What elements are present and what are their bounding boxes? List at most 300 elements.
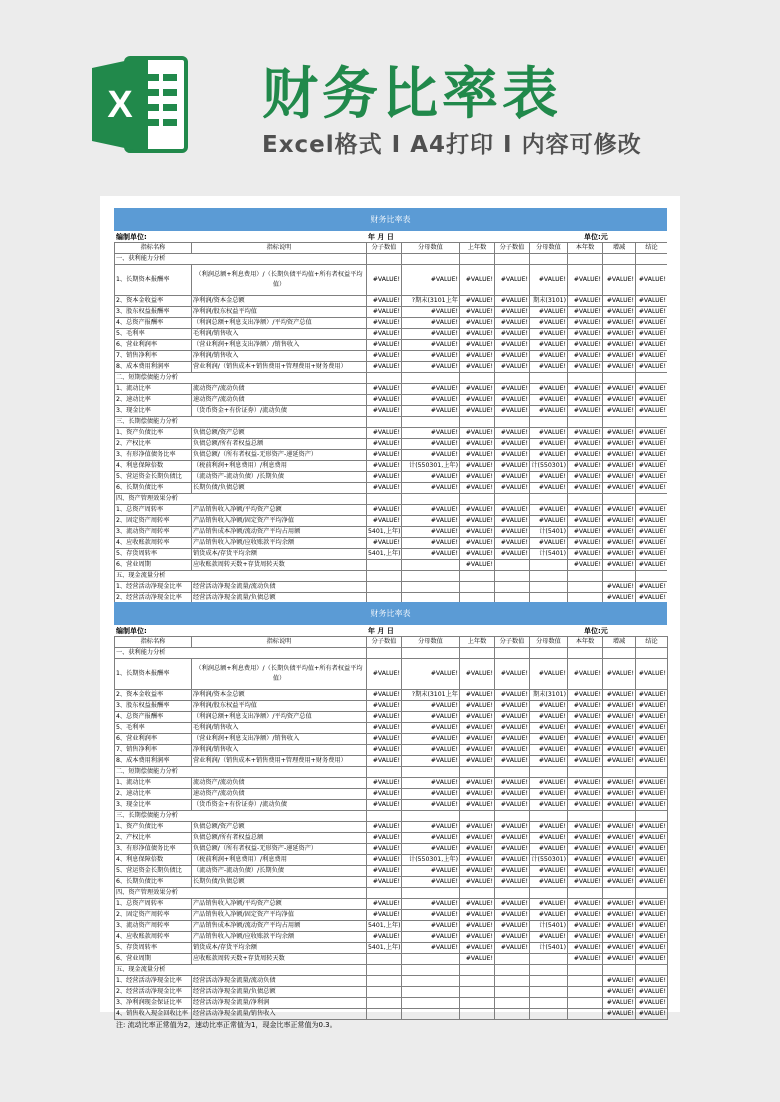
value-cell: #VALUE! <box>495 351 530 362</box>
value-cell: #VALUE! <box>568 866 603 877</box>
value-cell: #VALUE! <box>495 833 530 844</box>
value-cell: #VALUE! <box>367 844 402 855</box>
value-cell: #VALUE! <box>460 351 495 362</box>
value-cell: #VALUE! <box>603 954 636 965</box>
value-cell: #VALUE! <box>530 778 568 789</box>
value-cell: #VALUE! <box>603 866 636 877</box>
value-cell: #VALUE! <box>636 461 668 472</box>
value-cell: #VALUE! <box>603 998 636 1009</box>
footnote: 注: 流动比率正常值为2，速动比率正常值为1，现金比率正常值为0.3。 <box>116 1021 337 1029</box>
table-row <box>115 701 668 712</box>
value-cell: #VALUE! <box>603 362 636 373</box>
value-cell: #VALUE! <box>530 538 568 549</box>
value-cell: #VALUE! <box>367 712 402 723</box>
value-cell: #VALUE! <box>603 307 636 318</box>
value-cell: #VALUE! <box>495 932 530 943</box>
value-cell: #VALUE! <box>636 800 668 811</box>
empty-cell <box>402 888 460 899</box>
metric-name: 1、长期资本报酬率 <box>115 659 192 690</box>
value-cell: #VALUE! <box>568 943 603 954</box>
metric-name: 7、销售净利率 <box>115 351 192 362</box>
metric-description: （利润总额+利息支出净额）/平均资产总值 <box>192 712 367 723</box>
column-header: 分母数值 <box>530 243 568 254</box>
value-cell: #VALUE! <box>603 395 636 406</box>
metric-description: 负债总额/所有者权益总额 <box>192 439 367 450</box>
value-cell: #VALUE! <box>402 745 460 756</box>
metric-description: 净利润/销售收入 <box>192 745 367 756</box>
value-cell: #VALUE! <box>367 307 402 318</box>
value-cell: #VALUE! <box>495 921 530 932</box>
value-cell: #VALUE! <box>603 789 636 800</box>
empty-cell <box>636 965 668 976</box>
table-row <box>115 745 668 756</box>
empty-cell <box>603 965 636 976</box>
metric-description: 产品销售成本净额/流动资产平均占用额 <box>192 527 367 538</box>
table-row <box>115 549 668 560</box>
section-row <box>115 965 668 976</box>
value-cell: 5401,上年) <box>367 527 402 538</box>
value-cell: #VALUE! <box>402 406 460 417</box>
value-cell: #VALUE! <box>495 450 530 461</box>
metric-description: 负债总额/资产总额 <box>192 822 367 833</box>
value-cell <box>568 976 603 987</box>
table-row <box>115 954 668 965</box>
section-row <box>115 417 668 428</box>
value-cell: #VALUE! <box>568 439 603 450</box>
value-cell: #VALUE! <box>636 593 668 603</box>
section-row <box>115 254 668 265</box>
value-cell: #VALUE! <box>495 395 530 406</box>
value-cell: #VALUE! <box>603 734 636 745</box>
value-cell: #VALUE! <box>568 745 603 756</box>
value-cell <box>568 582 603 593</box>
svg-text:X: X <box>107 84 133 126</box>
metric-description: （利润总额+利息支出净额）/平均资产总值 <box>192 318 367 329</box>
value-cell: #VALUE! <box>367 734 402 745</box>
value-cell: #VALUE! <box>568 910 603 921</box>
metric-description: （流动资产-流动负债）/长期负债 <box>192 866 367 877</box>
metric-name: 2、资本金收益率 <box>115 296 192 307</box>
table-row <box>115 855 668 866</box>
value-cell: #VALUE! <box>460 943 495 954</box>
value-cell: #VALUE! <box>636 351 668 362</box>
value-cell: #VALUE! <box>603 549 636 560</box>
value-cell: #VALUE! <box>495 844 530 855</box>
value-cell: #VALUE! <box>603 723 636 734</box>
empty-cell <box>530 767 568 778</box>
value-cell: #VALUE! <box>636 659 668 690</box>
value-cell: #VALUE! <box>568 340 603 351</box>
metric-description: （货币资金+有价证券）/流动负债 <box>192 406 367 417</box>
value-cell: #VALUE! <box>460 362 495 373</box>
value-cell: #VALUE! <box>367 756 402 767</box>
value-cell: #VALUE! <box>402 483 460 494</box>
value-cell: #VALUE! <box>636 265 668 296</box>
value-cell: #VALUE! <box>367 538 402 549</box>
value-cell: #VALUE! <box>530 712 568 723</box>
value-cell: #VALUE! <box>402 800 460 811</box>
empty-cell <box>603 254 636 265</box>
value-cell: #VALUE! <box>367 899 402 910</box>
value-cell: #VALUE! <box>460 899 495 910</box>
metric-description: 毛利润/销售收入 <box>192 329 367 340</box>
table-row <box>115 921 668 932</box>
empty-cell <box>636 648 668 659</box>
empty-cell <box>603 811 636 822</box>
value-cell: #VALUE! <box>367 690 402 701</box>
value-cell: #VALUE! <box>636 582 668 593</box>
value-cell: #VALUE! <box>636 976 668 987</box>
value-cell: #VALUE! <box>460 265 495 296</box>
value-cell: 5401,上年) <box>367 943 402 954</box>
empty-cell <box>568 254 603 265</box>
metric-description: 净利润/资本金总额 <box>192 296 367 307</box>
value-cell: #VALUE! <box>460 406 495 417</box>
value-cell: #VALUE! <box>402 450 460 461</box>
metric-name: 6、长期负债比率 <box>115 877 192 888</box>
value-cell: #VALUE! <box>530 833 568 844</box>
value-cell: #VALUE! <box>460 822 495 833</box>
metric-name: 1、资产负债比率 <box>115 428 192 439</box>
value-cell: #VALUE! <box>367 789 402 800</box>
value-cell: #VALUE! <box>636 450 668 461</box>
value-cell: #VALUE! <box>530 866 568 877</box>
table-row <box>115 833 668 844</box>
value-cell: #VALUE! <box>603 932 636 943</box>
column-header: 指标名称 <box>115 243 192 254</box>
value-cell: #VALUE! <box>603 450 636 461</box>
empty-cell <box>495 811 530 822</box>
value-cell: #VALUE! <box>568 778 603 789</box>
unit-label: 编制单位: <box>116 233 147 241</box>
value-cell: #VALUE! <box>530 822 568 833</box>
value-cell: #VALUE! <box>568 712 603 723</box>
value-cell: #VALUE! <box>603 855 636 866</box>
value-cell: #VALUE! <box>495 800 530 811</box>
column-header: 结论 <box>636 243 668 254</box>
table-row <box>115 384 668 395</box>
empty-cell <box>636 571 668 582</box>
value-cell: #VALUE! <box>603 527 636 538</box>
value-cell: #VALUE! <box>402 833 460 844</box>
value-cell: #VALUE! <box>636 789 668 800</box>
table-row <box>115 734 668 745</box>
value-cell: #VALUE! <box>402 505 460 516</box>
value-cell: #VALUE! <box>568 307 603 318</box>
value-cell: #VALUE! <box>460 307 495 318</box>
empty-cell <box>636 888 668 899</box>
value-cell: #VALUE! <box>636 505 668 516</box>
value-cell: #VALUE! <box>603 877 636 888</box>
value-cell: #VALUE! <box>636 406 668 417</box>
value-cell: #VALUE! <box>603 483 636 494</box>
value-cell: #VALUE! <box>460 549 495 560</box>
value-cell: #VALUE! <box>495 910 530 921</box>
empty-cell <box>402 417 460 428</box>
date-label: 年 月 日 <box>368 233 394 241</box>
value-cell: #VALUE! <box>530 877 568 888</box>
value-cell <box>495 954 530 965</box>
empty-cell <box>402 373 460 384</box>
table-row <box>115 395 668 406</box>
empty-cell <box>367 254 402 265</box>
table-row <box>115 943 668 954</box>
value-cell: #VALUE! <box>495 723 530 734</box>
value-cell: #VALUE! <box>402 265 460 296</box>
value-cell: #VALUE! <box>367 701 402 712</box>
metric-name: 2、产权比率 <box>115 439 192 450</box>
metric-name: 1、流动比率 <box>115 778 192 789</box>
value-cell: #VALUE! <box>460 505 495 516</box>
section-row <box>115 373 668 384</box>
value-cell: #VALUE! <box>460 866 495 877</box>
value-cell: #VALUE! <box>367 472 402 483</box>
empty-cell <box>460 811 495 822</box>
value-cell: #VALUE! <box>367 822 402 833</box>
metric-description: （利润总额+利息费用）/（长期负债平均值+所有者权益平均值） <box>192 265 367 296</box>
currency-label: 单位:元 <box>584 233 608 241</box>
metric-name: 5、营运资金长期负债比 <box>115 866 192 877</box>
value-cell: #VALUE! <box>568 690 603 701</box>
metric-name: 6、营业利润率 <box>115 340 192 351</box>
value-cell: #VALUE! <box>367 318 402 329</box>
value-cell: #VALUE! <box>402 778 460 789</box>
value-cell: #VALUE! <box>460 329 495 340</box>
metric-description: （税前利润+利息费用）/利息费用 <box>192 461 367 472</box>
metric-name: 1、经营活动净现金比率 <box>115 976 192 987</box>
value-cell <box>568 998 603 1009</box>
table-row <box>115 340 668 351</box>
value-cell: #VALUE! <box>367 340 402 351</box>
value-cell: #VALUE! <box>367 505 402 516</box>
value-cell: #VALUE! <box>530 395 568 406</box>
value-cell: #VALUE! <box>460 833 495 844</box>
metric-name: 3、流动资产周转率 <box>115 527 192 538</box>
metric-name: 2、固定资产周转率 <box>115 516 192 527</box>
empty-cell <box>402 767 460 778</box>
metric-name: 8、成本费用利润率 <box>115 362 192 373</box>
value-cell: 计(550301,上年) <box>402 855 460 866</box>
empty-cell <box>530 888 568 899</box>
value-cell: #VALUE! <box>636 1009 668 1020</box>
value-cell: #VALUE! <box>636 560 668 571</box>
metric-description: 负债总额/资产总额 <box>192 428 367 439</box>
metric-name: 5、毛利率 <box>115 329 192 340</box>
value-cell: #VALUE! <box>530 483 568 494</box>
value-cell <box>367 560 402 571</box>
table-row <box>115 877 668 888</box>
value-cell <box>402 954 460 965</box>
section-label: 一、获利能力分析 <box>115 254 367 265</box>
metric-description: 经营活动净现金流量/销售收入 <box>192 1009 367 1020</box>
value-cell: #VALUE! <box>603 439 636 450</box>
empty-cell <box>367 767 402 778</box>
table-row <box>115 538 668 549</box>
value-cell: #VALUE! <box>636 910 668 921</box>
empty-cell <box>495 254 530 265</box>
value-cell: #VALUE! <box>568 800 603 811</box>
column-header: 分母数值 <box>402 637 460 648</box>
value-cell: #VALUE! <box>367 483 402 494</box>
section-label: 四、资产管理效果分析 <box>115 494 367 505</box>
value-cell: #VALUE! <box>367 932 402 943</box>
metric-name: 4、应收账款周转率 <box>115 538 192 549</box>
value-cell: 计(550301) <box>530 855 568 866</box>
value-cell <box>530 987 568 998</box>
value-cell: #VALUE! <box>568 329 603 340</box>
column-header: 指标说明 <box>192 243 367 254</box>
value-cell: #VALUE! <box>603 712 636 723</box>
column-header: 指标名称 <box>115 637 192 648</box>
empty-cell <box>603 648 636 659</box>
value-cell: #VALUE! <box>636 307 668 318</box>
value-cell: #VALUE! <box>402 329 460 340</box>
table-row <box>115 527 668 538</box>
value-cell <box>367 976 402 987</box>
value-cell: #VALUE! <box>460 318 495 329</box>
value-cell <box>460 987 495 998</box>
value-cell: #VALUE! <box>495 778 530 789</box>
value-cell: #VALUE! <box>568 756 603 767</box>
value-cell: #VALUE! <box>603 265 636 296</box>
table-row <box>115 756 668 767</box>
value-cell: #VALUE! <box>636 538 668 549</box>
metric-name: 5、毛利率 <box>115 723 192 734</box>
empty-cell <box>530 417 568 428</box>
table-row <box>115 593 668 603</box>
metric-name: 1、资产负债比率 <box>115 822 192 833</box>
value-cell: #VALUE! <box>367 910 402 921</box>
column-header: 本年数 <box>568 637 603 648</box>
metric-name: 5、营运资金长期负债比 <box>115 472 192 483</box>
column-header: 上年数 <box>460 243 495 254</box>
value-cell: #VALUE! <box>636 866 668 877</box>
value-cell: #VALUE! <box>530 450 568 461</box>
table-row <box>115 450 668 461</box>
value-cell: ?期末(3101上年 <box>402 296 460 307</box>
value-cell: #VALUE! <box>495 296 530 307</box>
metric-name: 3、净利润现金保证比率 <box>115 998 192 1009</box>
value-cell: #VALUE! <box>636 701 668 712</box>
table-row <box>115 976 668 987</box>
value-cell <box>495 1009 530 1020</box>
value-cell: #VALUE! <box>603 340 636 351</box>
metric-description: 销货成本/存货平均余额 <box>192 943 367 954</box>
value-cell: 计(5401) <box>530 943 568 954</box>
value-cell: #VALUE! <box>568 318 603 329</box>
value-cell: #VALUE! <box>568 899 603 910</box>
table-row <box>115 789 668 800</box>
value-cell: #VALUE! <box>495 329 530 340</box>
value-cell: #VALUE! <box>530 406 568 417</box>
value-cell: #VALUE! <box>636 362 668 373</box>
value-cell: #VALUE! <box>636 833 668 844</box>
value-cell: #VALUE! <box>530 362 568 373</box>
value-cell: #VALUE! <box>636 483 668 494</box>
value-cell: #VALUE! <box>530 265 568 296</box>
value-cell: #VALUE! <box>460 538 495 549</box>
table-row <box>115 307 668 318</box>
value-cell: 期末(3101) <box>530 690 568 701</box>
empty-cell <box>568 648 603 659</box>
value-cell: #VALUE! <box>636 778 668 789</box>
value-cell: #VALUE! <box>367 439 402 450</box>
value-cell: #VALUE! <box>530 745 568 756</box>
value-cell: #VALUE! <box>568 560 603 571</box>
value-cell: #VALUE! <box>568 406 603 417</box>
empty-cell <box>495 888 530 899</box>
table-row <box>115 472 668 483</box>
table-row <box>115 516 668 527</box>
value-cell <box>402 1009 460 1020</box>
value-cell: #VALUE! <box>568 472 603 483</box>
empty-cell <box>460 648 495 659</box>
empty-cell <box>568 888 603 899</box>
metric-description: 经营活动净现金流量/流动负债 <box>192 976 367 987</box>
value-cell: #VALUE! <box>495 483 530 494</box>
value-cell: #VALUE! <box>636 756 668 767</box>
metric-name: 6、营业利润率 <box>115 734 192 745</box>
value-cell: #VALUE! <box>603 690 636 701</box>
value-cell: #VALUE! <box>568 822 603 833</box>
value-cell: #VALUE! <box>603 582 636 593</box>
value-cell: #VALUE! <box>636 527 668 538</box>
value-cell: #VALUE! <box>402 549 460 560</box>
table-row <box>115 560 668 571</box>
empty-cell <box>367 494 402 505</box>
value-cell: #VALUE! <box>495 659 530 690</box>
value-cell: #VALUE! <box>367 461 402 472</box>
value-cell: #VALUE! <box>530 505 568 516</box>
unit-label: 编制单位: <box>116 627 147 635</box>
empty-cell <box>530 811 568 822</box>
value-cell: #VALUE! <box>495 701 530 712</box>
metric-description: 营业利润/（销售成本+销售费用+管理费用+财务费用） <box>192 756 367 767</box>
value-cell: #VALUE! <box>568 527 603 538</box>
metric-name: 2、资本金收益率 <box>115 690 192 701</box>
metric-description: （利润总额+利息费用）/（长期负债平均值+所有者权益平均值） <box>192 659 367 690</box>
empty-cell <box>636 417 668 428</box>
value-cell: #VALUE! <box>402 921 460 932</box>
empty-cell <box>367 888 402 899</box>
value-cell: #VALUE! <box>530 318 568 329</box>
value-cell: #VALUE! <box>530 756 568 767</box>
value-cell: 计(5401) <box>530 549 568 560</box>
table-row <box>115 428 668 439</box>
value-cell <box>568 1009 603 1020</box>
value-cell <box>402 593 460 603</box>
value-cell: #VALUE! <box>460 910 495 921</box>
document-sheet <box>100 196 680 1029</box>
empty-cell <box>367 648 402 659</box>
value-cell: #VALUE! <box>495 307 530 318</box>
value-cell: #VALUE! <box>568 265 603 296</box>
metric-description: 流动资产/流动负债 <box>192 778 367 789</box>
metric-name: 4、总资产报酬率 <box>115 318 192 329</box>
value-cell: #VALUE! <box>402 428 460 439</box>
value-cell: #VALUE! <box>402 877 460 888</box>
value-cell: #VALUE! <box>495 406 530 417</box>
section-label: 二、短期偿债能力分析 <box>115 767 367 778</box>
empty-cell <box>530 494 568 505</box>
value-cell: #VALUE! <box>636 855 668 866</box>
sheet-copy-2 <box>114 602 667 1031</box>
empty-cell <box>460 888 495 899</box>
value-cell: #VALUE! <box>568 877 603 888</box>
value-cell: #VALUE! <box>568 723 603 734</box>
table-row <box>115 265 668 296</box>
empty-cell <box>460 571 495 582</box>
